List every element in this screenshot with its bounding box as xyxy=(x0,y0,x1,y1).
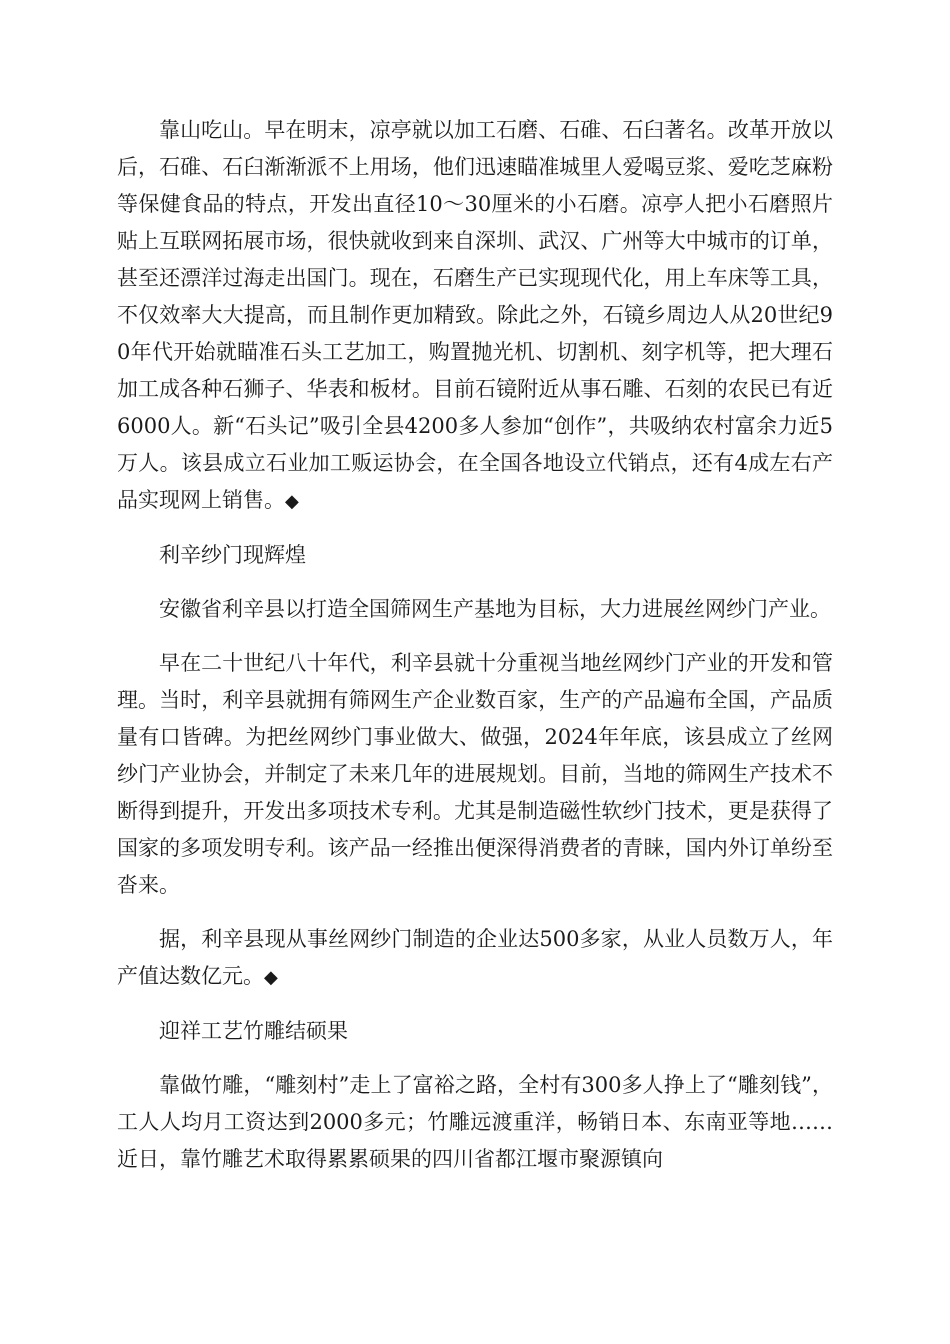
section-heading-yingxiang: 迎祥工艺竹雕结硕果 xyxy=(159,1019,348,1043)
paragraph-stone-industry xyxy=(117,112,833,520)
end-diamond-icon: ◆ xyxy=(264,967,278,988)
section-heading-lixin: 利辛纱门现辉煌 xyxy=(159,543,306,567)
paragraph-lixin-intro: 安徽省利辛县以打造全国筛网生产基地为目标，大力进展丝网纱门产业。 xyxy=(159,597,831,621)
paragraph-bamboo-carving: 靠做竹雕，“雕刻村”走上了富裕之路，全村有300多人挣上了“雕刻钱”，工人人均月工资达到2000多元；竹雕远渡重洋，畅销日本、东南亚等地……近日，靠竹雕艺术取得累累硕果的四川省都江堰市聚源镇向 xyxy=(117,1073,833,1171)
paragraph-text: 据，利辛县现从事丝网纱门制造的企业达500多家，从业人员数万人，年产值达数亿元。 xyxy=(117,927,833,988)
document-page xyxy=(117,112,833,1195)
paragraph-lixin-stats xyxy=(117,921,833,996)
end-diamond-icon: ◆ xyxy=(285,491,299,512)
paragraph-lixin-history: 早在二十世纪八十年代，利辛县就十分重视当地丝网纱门产业的开发和管理。当时，利辛县就拥有筛网生产企业数百家，生产的产品遍布全国，产品质量有口皆碑。为把丝网纱门事业做大、做强，2024年年底，该县成立了丝网纱门产业协会，并制定了未来几年的进展规划。目前，当地的筛网生产技术不断得到提升，开发出多项技术专利。尤其是制造磁性软纱门技术，更是获得了国家的多项发明专利。该产品一经推出便深得消费者的青睐，国内外订单纷至沓来。 xyxy=(117,651,833,897)
paragraph-text: 靠山吃山。早在明末，凉亭就以加工石磨、石碓、石臼著名。改革开放以后，石碓、石臼渐渐派不上用场，他们迅速瞄准城里人爱喝豆浆、爱吃芝麻粉等保健食品的特点，开发出直径10～30厘米的小石磨。凉亭人把小石磨照片贴上互联网拓展市场，很快就收到来自深圳、武汉、广州等大中城市的订单，甚至还漂洋过海走出国门。现在，石磨生产已实现现代化，用上车床等工具，不仅效率大大提高，而且制作更加精致。除此之外，石镜乡周边人从20世纪90年代开始就瞄准石头工艺加工，购置抛光机、切割机、刻字机等，把大理石加工成各种石狮子、华表和板材。目前石镜附近从事石雕、石刻的农民已有近6000人。新“石头记”吸引全县4200多人参加“创作”，共吸纳农村富余力近5万人。该县成立石业加工贩运协会，在全国各地设立代销点，还有4成左右产品实现网上销售。 xyxy=(117,118,833,512)
